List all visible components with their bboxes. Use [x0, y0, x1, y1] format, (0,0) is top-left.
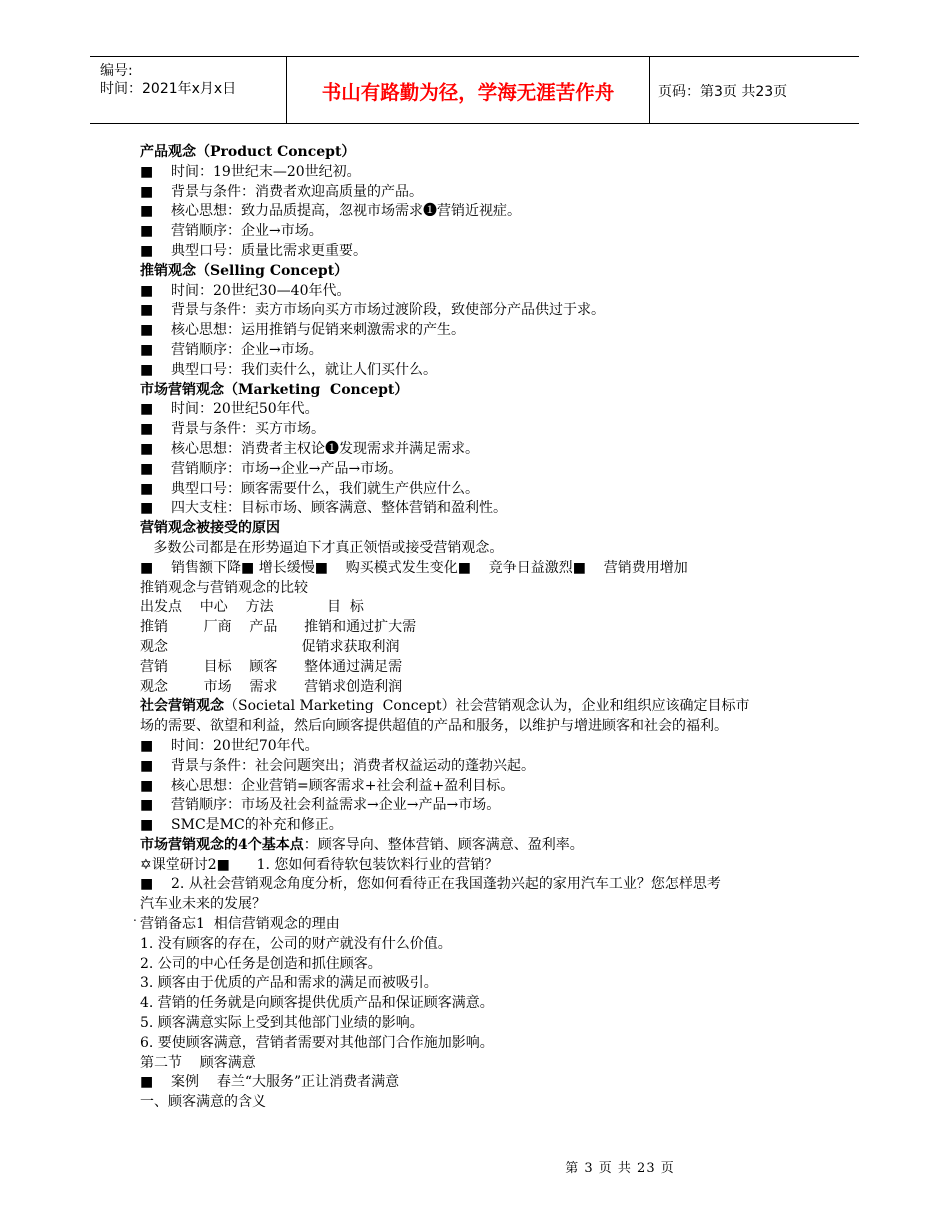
body-line	[140, 697, 830, 717]
body-line: 一、顾客满意的含义	[140, 1094, 266, 1111]
body-line: ■ 背景与条件：消费者欢迎高质量的产品。	[140, 183, 424, 200]
section-heading: 市场营销观念（Marketing Concept）	[140, 381, 409, 398]
body-line: ■ 案例 春兰“大服务”正让消费者满意	[140, 1074, 400, 1091]
header-motto: 书山有路勤为径，学海无涯苦作舟	[321, 81, 615, 104]
body-line: 推销观念与营销观念的比较	[140, 579, 308, 596]
body-line: ■ 时间：20世纪70年代。	[140, 737, 319, 754]
inline-text: ：顾客导向、整体营销、顾客满意、盈利率。	[303, 836, 584, 853]
margin-dot: .	[133, 910, 137, 924]
body-line: ■ 核心思想：运用推销与促销来刺激需求的产生。	[140, 322, 466, 339]
header-page-cell	[650, 57, 859, 123]
body-line: ■ 营销顺序：企业→市场。	[140, 341, 323, 358]
body-line: ■ 典型口号：我们卖什么，就让人们买什么。	[140, 361, 438, 378]
body-line: ■ 2. 从社会营销观念角度分析，您如何看待正在我国蓬勃兴起的家用汽车工业？您怎样思考	[140, 876, 721, 893]
body-line: 汽车业未来的发展？	[140, 896, 266, 913]
body-line: ■ 销售额下降■ 增长缓慢■ 购买模式发生变化■ 竞争日益激烈■ 营销费用增加	[140, 559, 688, 576]
body-line: ✡课堂研讨2■ 1. 您如何看待软包装饮料行业的营销？	[140, 856, 499, 873]
section-heading: 营销观念被接受的原因	[140, 520, 280, 537]
document-number-label: 编号:	[100, 63, 133, 79]
header-page-number: 页码：第3页 共23页	[658, 84, 788, 100]
footer-page-number: 第 3 页 共 23 页	[565, 1161, 675, 1176]
body-line: ■ 典型口号：顾客需要什么，我们就生产供应什么。	[140, 480, 480, 497]
body-line: ■ 四大支柱：目标市场、顾客满意、整体营销和盈利性。	[140, 500, 508, 517]
document-time-label: 时间：2021年x月x日	[100, 81, 237, 97]
body-line: 5. 顾客满意实际上受到其他部门业绩的影响。	[140, 1015, 424, 1032]
body-line: 观念 市场 需求 营销求创造利润	[140, 678, 403, 695]
body-line: 3. 顾客由于优质的产品和需求的满足而被吸引。	[140, 975, 438, 992]
body-line: 推销 厂商 产品 推销和通过扩大需	[140, 619, 417, 636]
body-line: 观念 促销求获取利润	[140, 638, 400, 655]
body-line: ■ 背景与条件：社会问题突出；消费者权益运动的蓬勃兴起。	[140, 757, 536, 774]
section-heading: 推销观念（Selling Concept）	[140, 262, 349, 279]
inline-bold-term: 市场营销观念的4个基本点	[140, 836, 304, 853]
body-line: ■ 营销顺序：企业→市场。	[140, 223, 323, 240]
page-footer	[0, 1157, 950, 1176]
body-line: ■ 时间：19世纪末—20世纪初。	[140, 163, 361, 180]
body-line	[140, 836, 830, 856]
body-line: 1. 没有顾客的存在，公司的财产就没有什么价值。	[140, 935, 452, 952]
body-line: ■ 典型口号：质量比需求更重要。	[140, 242, 368, 259]
body-line: 营销备忘1 相信营销观念的理由	[140, 916, 340, 933]
body-line: 营销 目标 顾客 整体通过满足需	[140, 658, 403, 675]
body-line: 场的需要、欲望和利益，然后向顾客提供超值的产品和服务，以维护与增进顾客和社会的福利。	[140, 718, 728, 735]
body-line: ■ 营销顺序：市场→企业→产品→市场。	[140, 460, 403, 477]
body-line: ■ 时间：20世纪30—40年代。	[140, 282, 351, 299]
page-header	[90, 56, 859, 124]
header-meta-cell	[90, 57, 287, 123]
body-line: ■ 核心思想：致力品质提高，忽视市场需求❶营销近视症。	[140, 203, 522, 220]
body-line: 4. 营销的任务就是向顾客提供优质产品和保证顾客满意。	[140, 995, 494, 1012]
body-line: 出发点 中心 方法 目 标	[140, 599, 364, 616]
body-line: ■ SMC是MC的补充和修正。	[140, 817, 343, 834]
body-line: ■ 核心思想：消费者主权论❶发现需求并满足需求。	[140, 440, 480, 457]
body-line: 多数公司都是在形势逼迫下才真正领悟或接受营销观念。	[140, 539, 504, 556]
body-line: 第二节 顾客满意	[140, 1054, 256, 1071]
document-body	[140, 143, 830, 1113]
section-heading: 产品观念（Product Concept）	[140, 144, 356, 160]
inline-bold-term: 社会营销观念	[140, 698, 224, 715]
body-line: ■ 营销顺序：市场及社会利益需求→企业→产品→市场。	[140, 797, 501, 814]
body-line: 6. 要使顾客满意，营销者需要对其他部门合作施加影响。	[140, 1034, 494, 1051]
header-motto-cell	[287, 57, 650, 123]
body-line: ■ 核心思想：企业营销=顾客需求+社会利益+盈利目标。	[140, 777, 515, 794]
inline-text: （Societal Marketing Concept）社会营销观念认为，企业和组织应该确定目标市	[224, 698, 750, 715]
body-line: ■ 时间：20世纪50年代。	[140, 401, 319, 418]
body-line: ■ 背景与条件：卖方市场向买方市场过渡阶段，致使部分产品供过于求。	[140, 302, 606, 319]
body-line: 2. 公司的中心任务是创造和抓住顾客。	[140, 955, 382, 972]
body-line: ■ 背景与条件：买方市场。	[140, 421, 326, 438]
